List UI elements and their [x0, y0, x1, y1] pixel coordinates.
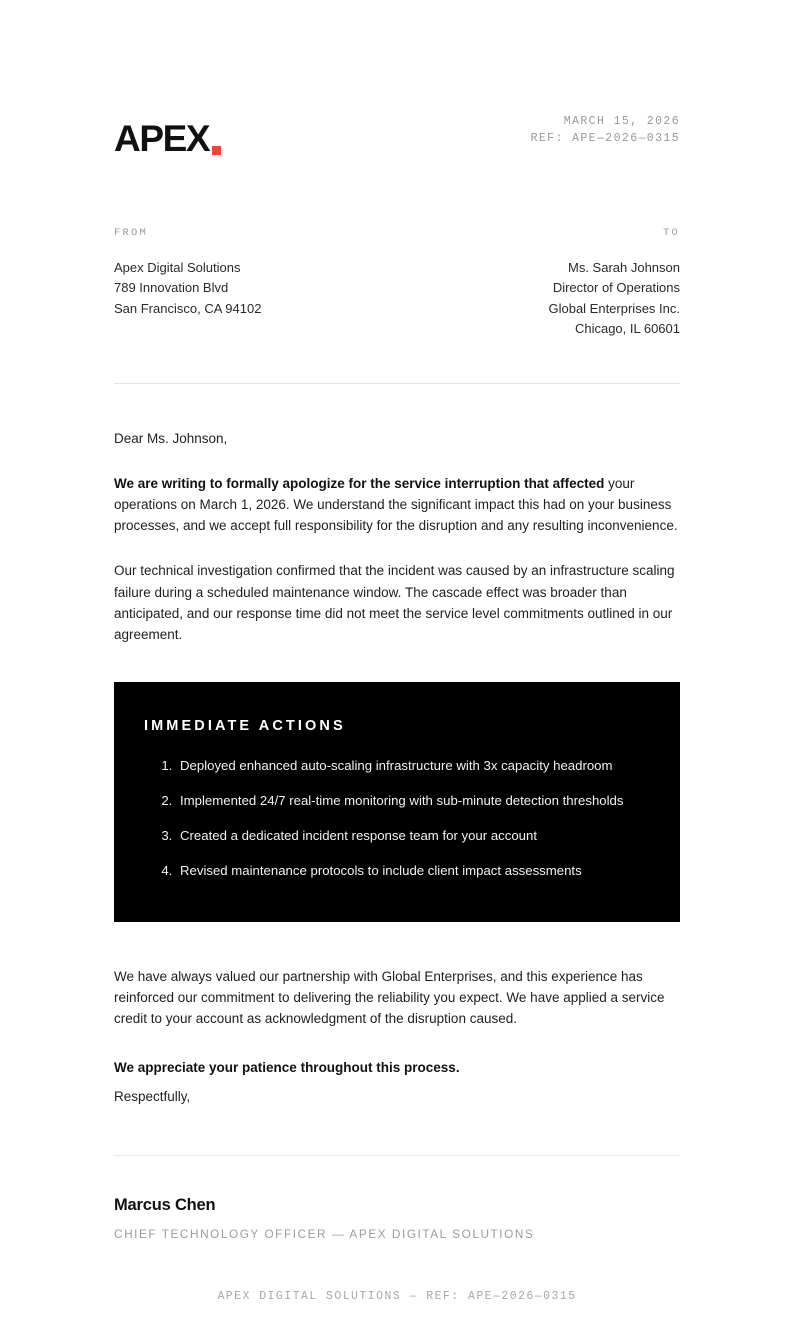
- to-line-2: Director of Operations: [552, 280, 680, 295]
- paragraph-2: Our technical investigation confirmed that the incident was caused by an infrastructure scaling failure during a scheduled maintenance window. The cascade effect was broader than anticipated, and our response time did not meet the service level commitments outlined in our agreement.: [114, 563, 675, 643]
- logo-wordmark: APEX: [114, 118, 210, 159]
- immediate-actions-title: IMMEDIATE ACTIONS: [144, 717, 346, 734]
- letter-header: [114, 0, 680, 159]
- to-line-4: Chicago, IL 60601: [574, 321, 680, 336]
- list-item: 3. Created a dedicated incident response team for your account: [176, 826, 650, 845]
- letter-closing: [114, 966, 680, 1108]
- immediate-actions-list: [144, 756, 650, 880]
- letter-body: [114, 428, 680, 646]
- from-address: [114, 223, 261, 340]
- from-line-2: 789 Innovation Blvd: [114, 280, 229, 295]
- list-item: 1. Deployed enhanced auto-scaling infrastructure with 3x capacity headroom: [176, 756, 650, 775]
- address-block: [114, 223, 680, 340]
- paragraph-1-lead: We are writing to formally apologize for the service interruption that affected: [114, 475, 605, 491]
- signer-title: CHIEF TECHNOLOGY OFFICER — APEX DIGITAL SOLUTIONS: [114, 1227, 535, 1242]
- from-line-1: Apex Digital Solutions: [114, 259, 241, 275]
- to-address: [548, 223, 680, 340]
- signature-block: [114, 1196, 680, 1241]
- paragraph-3: We have always valued our partnership with Global Enterprises, and this experience has reinforced our commitment to delivering the reliability you expect. We have applied a service credit to your account as acknowledgment of the disruption caused.: [114, 968, 665, 1027]
- logo-dot-icon: [212, 146, 221, 155]
- to-line-1: Ms. Sarah Johnson: [567, 259, 680, 275]
- header-meta: [531, 113, 680, 159]
- paragraph-1-rest: your operations on March 1, 2026. We understand the significant impact this had on your business processes, and we accept full responsibility for the disruption and any resulting inconvenience.: [114, 475, 678, 534]
- signature-divider: [114, 1155, 680, 1156]
- letter-reference: REF: APE—2026—0315: [530, 132, 680, 145]
- from-line-3: San Francisco, CA 94102: [114, 300, 262, 316]
- paragraph-1: [114, 473, 680, 537]
- list-item: 2. Implemented 24/7 real-time monitoring with sub-minute detection thresholds: [176, 791, 650, 810]
- to-line-3: Global Enterprises Inc.: [548, 300, 680, 316]
- to-label: TO: [662, 227, 680, 239]
- immediate-actions-box: [114, 682, 680, 922]
- apex-logo: [114, 120, 221, 159]
- sign-off: Respectfully,: [114, 1089, 191, 1105]
- salutation: Dear Ms. Johnson,: [114, 430, 228, 446]
- closing-statement: We appreciate your patience throughout this process.: [114, 1060, 460, 1076]
- page-footer: APEX DIGITAL SOLUTIONS — REF: APE—2026—0315: [217, 1290, 577, 1304]
- from-label: FROM: [114, 227, 149, 239]
- signer-name: Marcus Chen: [114, 1196, 216, 1215]
- list-item: 4. Revised maintenance protocols to include client impact assessments: [176, 861, 650, 880]
- letter-date: MARCH 15, 2026: [563, 115, 680, 128]
- header-divider: [114, 383, 680, 384]
